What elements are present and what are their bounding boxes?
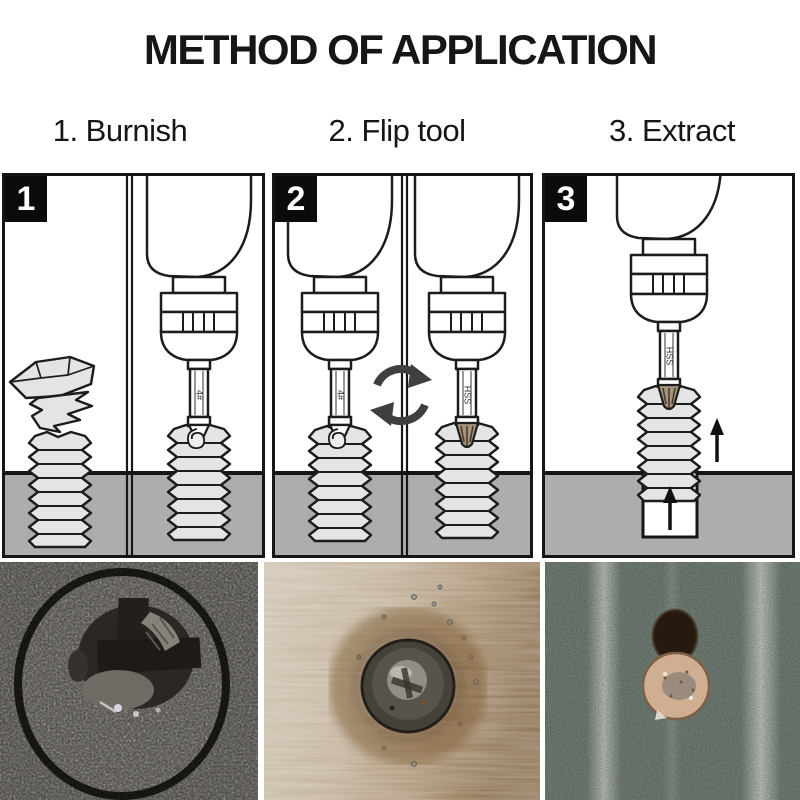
panel-number-1: 1 [5,176,47,222]
panel-3-illustration [545,176,792,555]
step-label-flip-tool: 2. Flip tool [328,113,466,148]
panel-2-illustration [275,176,530,555]
broken-bolt-head-icon [10,357,94,432]
panel-number-2: 2 [275,176,317,222]
photo-3-image [545,562,800,800]
bit-size-label: 4# [335,389,346,401]
stuck-screw-icon [29,432,91,547]
diagram-panel-2 [272,173,533,558]
page-title: METHOD OF APPLICATION [143,26,657,73]
diagram-panel-1 [2,173,265,558]
diagram-panel-3 [542,173,795,558]
panel-1-illustration [5,176,262,555]
step-label-burnish: 1. Burnish [52,113,188,148]
photo-damaged-screw-metal [0,562,258,800]
photo-2-image [264,562,540,800]
panel-number-3: 3 [545,176,587,222]
photo-damaged-screw-painted-metal [545,562,800,800]
drill-icon [147,176,251,425]
up-arrow-icon [710,418,724,462]
bit-hss-label: HSS [462,385,473,405]
photo-1-image [0,562,258,800]
photo-damaged-screw-wood [264,562,540,800]
step-label-extract: 3. Extract [609,113,735,148]
bit-hss-label: HSS [664,346,675,366]
bit-size-label: 4# [194,389,205,401]
